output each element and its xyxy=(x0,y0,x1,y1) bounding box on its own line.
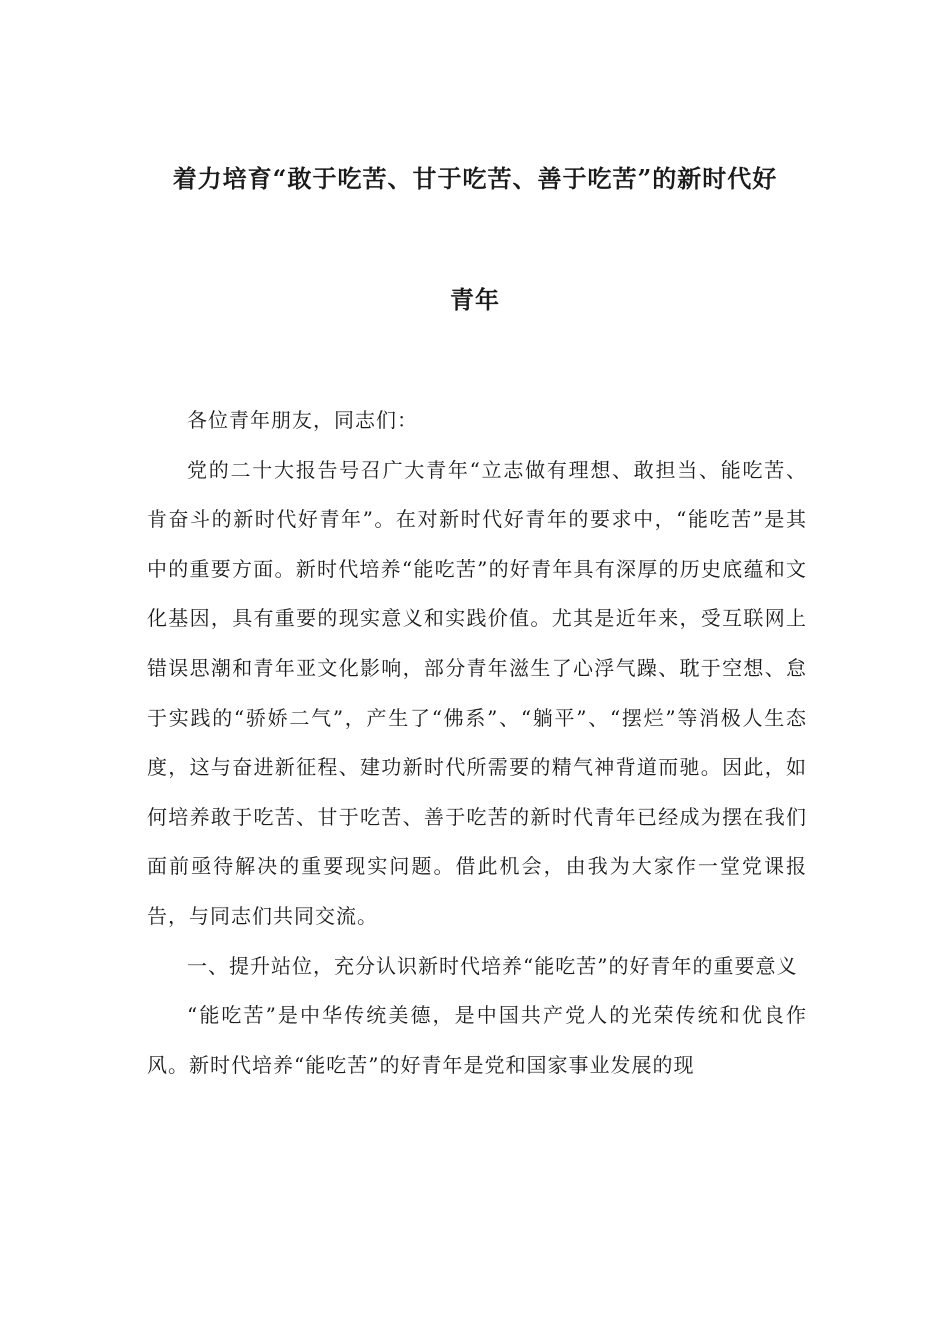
document-body xyxy=(147,396,807,1090)
salutation-paragraph: 各位青年朋友，同志们： xyxy=(187,408,418,432)
body-paragraph: “能吃苦”是中华传统美德，是中国共产党人的光荣传统和优良作风。新时代培养“能吃苦”的好青年是党和国家事业发展的现 xyxy=(147,1003,807,1077)
document-title-line-2: 青年 xyxy=(450,285,500,314)
body-paragraph: 党的二十大报告号召广大青年“立志做有理想、敢担当、能吃苦、肯奋斗的新时代好青年”。在对新时代好青年的要求中，“能吃苦”是其中的重要方面。新时代培养“能吃苦”的好青年具有深厚的历史底蕴和文化基因，具有重要的现实意义和实践价值。尤其是近年来，受互联网上错误思潮和青年亚文化影响，部分青年滋生了心浮气躁、耽于空想、怠于实践的“骄娇二气”，产生了“佛系”、“躺平”、“摆烂”等消极人生态度，这与奋进新征程、建功新时代所需要的精气神背道而驰。因此，如何培养敢于吃苦、甘于吃苦、善于吃苦的新时代青年已经成为摆在我们面前亟待解决的重要现实问题。借此机会，由我为大家作一堂党课报告，与同志们共同交流。 xyxy=(147,457,807,928)
document-title-line-1: 着力培育“敢于吃苦、甘于吃苦、善于吃苦”的新时代好 xyxy=(172,164,778,193)
section-heading: 一、提升站位，充分认识新时代培养“能吃苦”的好青年的重要意义 xyxy=(187,953,798,978)
